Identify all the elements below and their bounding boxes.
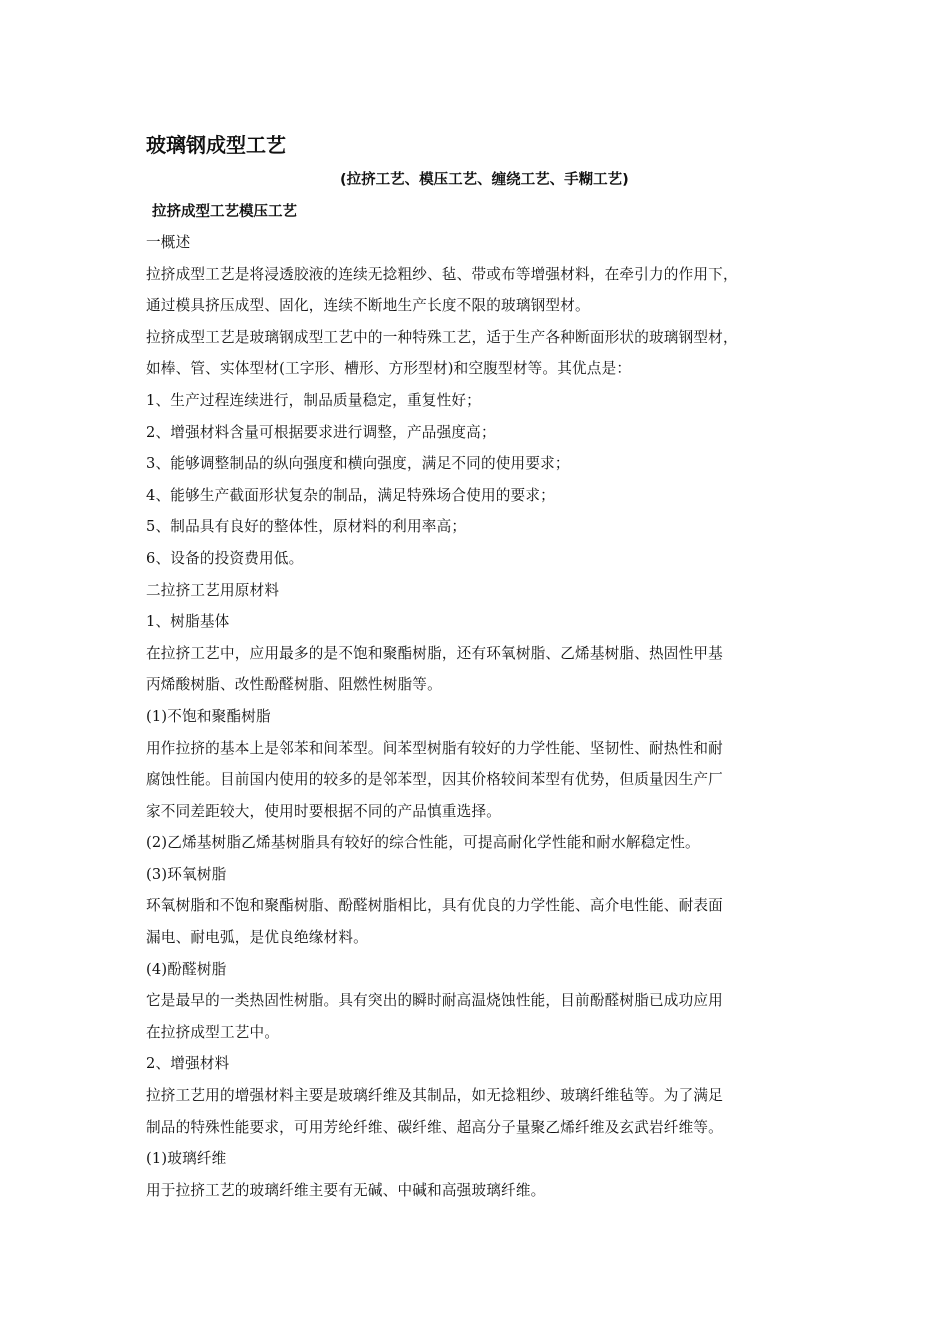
text-line: 制品的特殊性能要求，可用芳纶纤维、碳纤维、超高分子量聚乙烯纤维及玄武岩纤维等。 (146, 1118, 723, 1136)
text-line: 腐蚀性能。目前国内使用的较多的是邻苯型，因其价格较间苯型有优势，但质量因生产厂 (146, 771, 723, 789)
text-line: 2、增强材料含量可根据要求进行调整，产品强度高； (146, 423, 496, 441)
text-line: 环氧树脂和不饱和聚酯树脂、酚醛树脂相比，具有优良的力学性能、高介电性能、耐表面 (146, 897, 723, 915)
text-line: (3)环氧树脂 (146, 865, 227, 883)
text-line: (4)酚醛树脂 (146, 960, 227, 978)
text-line: 拉挤成型工艺是将浸透胶液的连续无捻粗纱、毡、带或布等增强材料，在牵引力的作用下， (146, 265, 738, 283)
text-line: (2)乙烯基树脂乙烯基树脂具有较好的综合性能，可提高耐化学性能和耐水解稳定性。 (146, 834, 700, 852)
text-line: 通过模具挤压成型、固化，连续不断地生产长度不限的玻璃钢型材。 (146, 297, 590, 315)
text-line: 二拉挤工艺用原材料 (146, 581, 280, 599)
body-text (146, 232, 826, 1211)
text-line: 在拉挤成型工艺中。 (146, 1023, 280, 1041)
text-line: 拉挤工艺用的增强材料主要是玻璃纤维及其制品，如无捻粗纱、玻璃纤维毡等。为了满足 (146, 1087, 723, 1105)
text-line: 如棒、管、实体型材(工字形、槽形、方形型材)和空腹型材等。其优点是： (146, 360, 632, 378)
text-line: 家不同差距较大，使用时要根据不同的产品慎重选择。 (146, 802, 502, 820)
text-line: 5、制品具有良好的整体性，原材料的利用率高； (146, 518, 467, 536)
text-line: 4、能够生产截面形状复杂的制品，满足特殊场合使用的要求； (146, 486, 555, 504)
document-subtitle: (拉挤工艺、模压工艺、缠绕工艺、手糊工艺) (340, 172, 629, 188)
text-line: 用作拉挤的基本上是邻苯和间苯型。间苯型树脂有较好的力学性能、坚韧性、耐热性和耐 (146, 739, 723, 757)
text-line: (1)玻璃纤维 (146, 1150, 227, 1168)
text-line: 用于拉挤工艺的玻璃纤维主要有无碱、中碱和高强玻璃纤维。 (146, 1181, 546, 1199)
text-line: 拉挤成型工艺是玻璃钢成型工艺中的一种特殊工艺，适于生产各种断面形状的玻璃钢型材， (146, 328, 738, 346)
section-heading: 拉挤成型工艺模压工艺 (152, 204, 297, 220)
text-line: (1)不饱和聚酯树脂 (146, 707, 271, 725)
text-line: 丙烯酸树脂、改性酚醛树脂、阻燃性树脂等。 (146, 676, 442, 694)
text-line: 在拉挤工艺中，应用最多的是不饱和聚酯树脂，还有环氧树脂、乙烯基树脂、热固性甲基 (146, 644, 723, 662)
text-line: 它是最早的一类热固性树脂。具有突出的瞬时耐高温烧蚀性能，目前酚醛树脂已成功应用 (146, 992, 723, 1010)
text-line: 3、能够调整制品的纵向强度和横向强度，满足不同的使用要求； (146, 455, 570, 473)
text-line: 1、树脂基体 (146, 613, 230, 631)
text-line: 6、设备的投资费用低。 (146, 549, 304, 567)
text-line: 漏电、耐电弧，是优良绝缘材料。 (146, 929, 368, 947)
text-line: 一概述 (146, 234, 191, 251)
document-title: 玻璃钢成型工艺 (146, 133, 286, 157)
text-line: 2、增强材料 (146, 1055, 230, 1073)
text-line: 1、生产过程连续进行，制品质量稳定，重复性好； (146, 391, 481, 409)
